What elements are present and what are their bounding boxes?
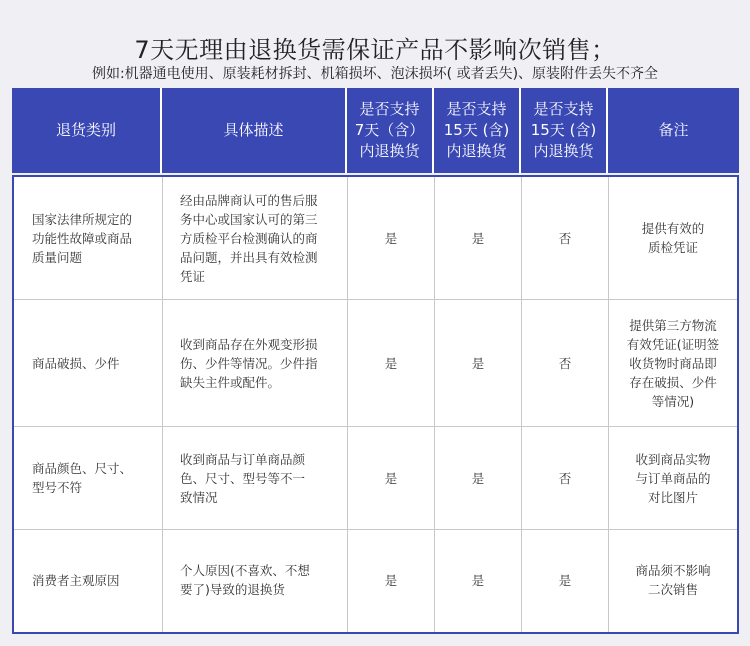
row-description: 收到商品与订单商品颜 色、尺寸、型号等不一 致情况 (180, 451, 306, 505)
row-15days: 是 (471, 230, 485, 246)
page-subtitle: 例如:机器通电使用、原装耗材拆封、机箱损坏、泡沫损坏( 或者丢失)、原装附件丢失不齐全 (91, 66, 659, 82)
header-15days-b: 是否支持 15天 (含) 内退换货 (530, 100, 597, 160)
header-category: 退货类别 (55, 121, 116, 139)
row-description: 收到商品存在外观变形损 伤、少件等情况。少件指 缺失主件或配件。 (180, 336, 318, 390)
row-note: 收到商品实物 与订单商品的 对比图片 (635, 451, 711, 505)
header-15days: 是否支持 15天 (含) 内退换货 (443, 100, 510, 160)
column-divider (162, 177, 163, 632)
header-note: 备注 (658, 121, 689, 139)
row-15days-b: 否 (558, 470, 572, 486)
row-15days: 是 (471, 572, 485, 588)
row-description: 经由品牌商认可的售后服 务中心或国家认可的第三 方质检平台检测确认的商 品问题，并出具有效检测 凭证 (180, 192, 318, 284)
row-7days: 是 (384, 572, 398, 588)
row-15days: 是 (471, 470, 485, 486)
row-category: 商品颜色、尺寸、 型号不符 (32, 461, 133, 495)
row-15days: 是 (471, 355, 485, 371)
header-7days: 是否支持 7天（含） 内退换货 (354, 100, 425, 160)
row-description: 个人原因(不喜欢、不想 要了)导致的退换货 (180, 563, 310, 597)
row-note: 商品须不影响 二次销售 (635, 563, 711, 597)
row-15days-b: 是 (558, 572, 572, 588)
policy-table (12, 175, 739, 634)
row-7days: 是 (384, 470, 398, 486)
row-category: 国家法律所规定的 功能性故障或商品 质量问题 (32, 211, 133, 265)
page-title: 7天无理由退换货需保证产品不影响次销售； (134, 36, 616, 64)
row-7days: 是 (384, 230, 398, 246)
table-header (12, 88, 739, 173)
row-15days-b: 否 (558, 230, 572, 246)
row-7days: 是 (384, 355, 398, 371)
row-note: 提供第三方物流 有效凭证(证明签 收货物时商品即 存在破损、少件 等情况) (626, 317, 720, 409)
row-category: 消费者主观原因 (32, 572, 120, 588)
row-note: 提供有效的 质检凭证 (641, 221, 705, 255)
row-category: 商品破损、少件 (32, 355, 120, 371)
header-description: 具体描述 (223, 121, 284, 139)
row-15days-b: 否 (558, 355, 572, 371)
